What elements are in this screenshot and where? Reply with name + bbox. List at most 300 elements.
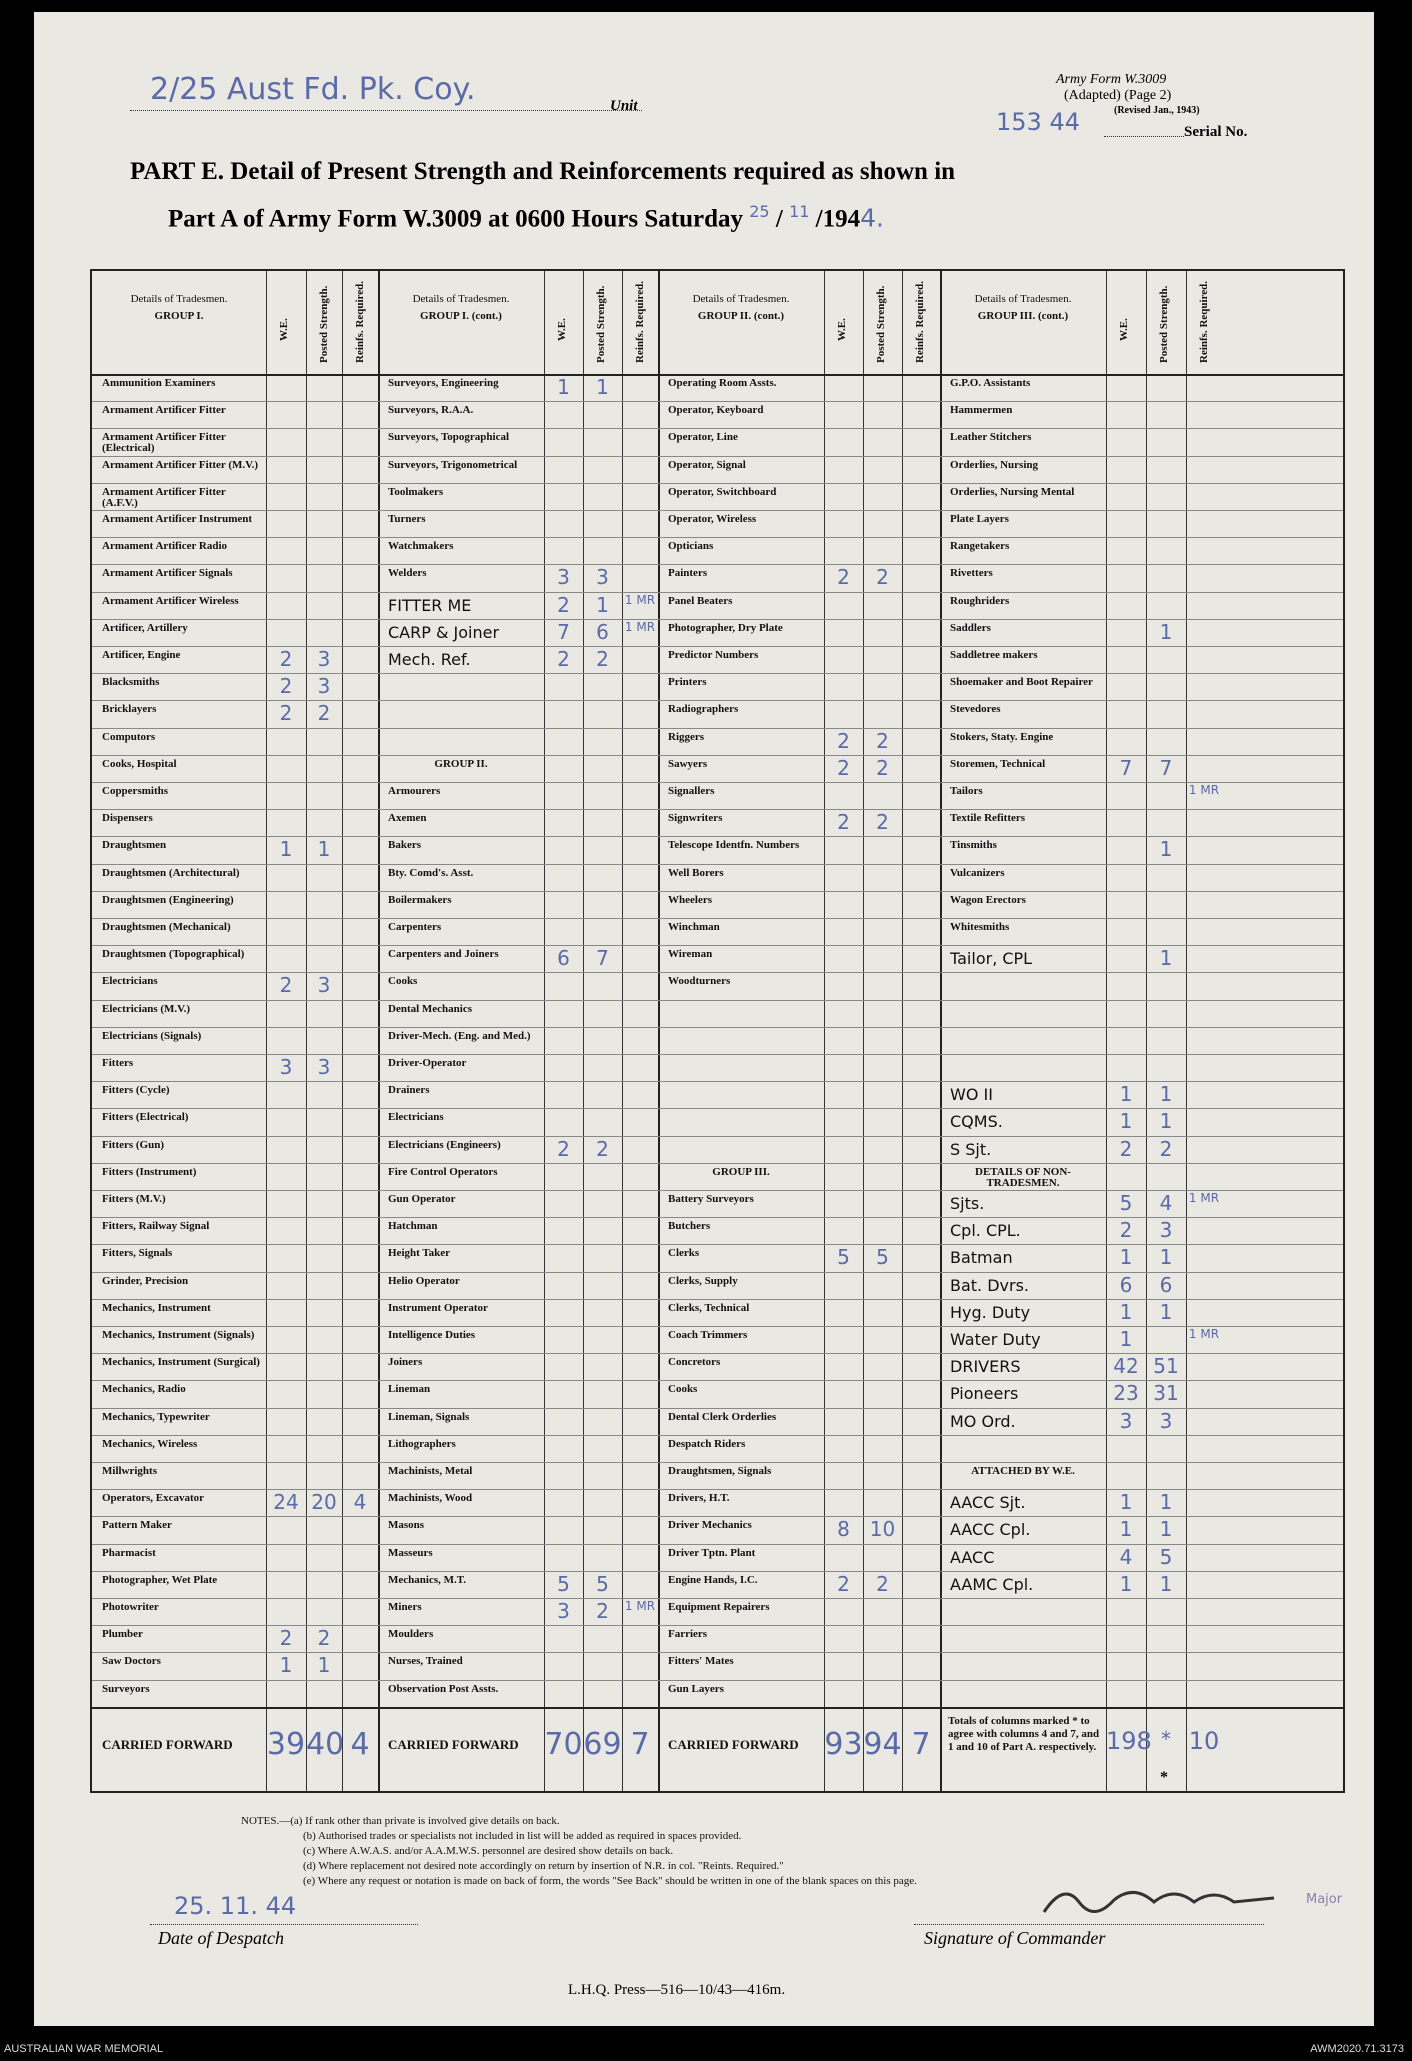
trade-label: Operator, Switchboard: [668, 486, 777, 498]
trade-label: Concretors: [668, 1357, 721, 1369]
header-posted: Posted Strength.: [318, 285, 330, 363]
trade-count: 2: [279, 701, 293, 726]
trade-count: 1 MR: [1188, 783, 1220, 797]
trade-label: Electricians: [388, 1112, 444, 1124]
carried-forward-label: CARRIED FORWARD: [388, 1736, 519, 1752]
header-reinfs: Reinfs. Required.: [354, 281, 366, 363]
title-line2: Part A of Army Form W.3009 at 0600 Hours Saturday $^{25}$ / $^{11}$ /1944.: [168, 202, 884, 233]
trade-label: Tailors: [950, 786, 983, 797]
trade-label: Height Taker: [388, 1248, 451, 1260]
trade-count: 1: [557, 375, 570, 399]
row-divider: [92, 809, 1343, 810]
trade-count: 5: [596, 1571, 609, 1596]
trade-label: Equipment Repairers: [668, 1602, 770, 1613]
group-header: GROUP I. (cont.): [420, 310, 502, 322]
totals-value: 10: [1188, 1726, 1220, 1755]
header-reinfs: Reinfs. Required.: [634, 281, 646, 363]
trade-label: Electricians (M.V.): [102, 1003, 191, 1015]
row-divider: [92, 564, 1343, 565]
trade-label: Draughtsmen (Topographical): [102, 949, 245, 961]
trade-label: Armament Artificer Radio: [102, 541, 228, 553]
trade-count: 2: [596, 1599, 609, 1623]
trade-count: 1: [317, 837, 331, 862]
trade-count: 2: [837, 810, 850, 835]
title-line2-prefix: Part A of Army Form W.3009 at 0600 Hours Saturday: [168, 205, 743, 233]
carried-forward-value: 69: [583, 1726, 622, 1762]
group-divider: [658, 271, 660, 1791]
trade-count: 1: [1159, 619, 1173, 644]
trade-label: Dental Mechanics: [388, 1003, 473, 1015]
trade-count: 4: [353, 1490, 367, 1515]
row-divider: [92, 1435, 1343, 1436]
column-divider: [342, 271, 343, 1791]
form-name: Army Form W.3009: [1056, 72, 1167, 87]
trade-label: Mechanics, Instrument (Signals): [102, 1330, 255, 1341]
trade-count: 1 MR: [624, 1599, 656, 1613]
trade-label: Armament Artificer Instrument: [102, 514, 253, 525]
trade-label: Woodturners: [668, 976, 731, 988]
trade-label: Bricklayers: [102, 704, 157, 716]
header-we: W.E.: [556, 318, 568, 341]
trade-label: Intelligence Duties: [388, 1330, 476, 1341]
note-b: (b) Authorised trades or specialists not included in list will be added as required in spaces provided.: [303, 1830, 742, 1842]
commander-rank: Major: [1306, 1892, 1343, 1907]
trade-count: 1: [1159, 1299, 1173, 1324]
strength-table: [90, 269, 1345, 1793]
trade-label: Wireman: [668, 949, 713, 961]
trade-label: Plate Layers: [950, 514, 1009, 525]
trade-label: FITTER ME: [388, 595, 472, 615]
trade-label: Surveyors, Engineering: [388, 378, 499, 389]
header-reinfs: Reinfs. Required.: [1198, 281, 1210, 363]
trade-label: Armament Artificer Wireless: [102, 595, 239, 607]
trade-label: Operators, Excavator: [102, 1493, 205, 1505]
trade-label: Rangetakers: [950, 541, 1010, 553]
unit-line: [130, 110, 642, 111]
trade-label: Observation Post Assts.: [388, 1683, 499, 1695]
trade-label: Joiners: [388, 1357, 423, 1369]
trade-label: Mechanics, Instrument: [102, 1302, 211, 1314]
trade-count: 42: [1113, 1354, 1139, 1379]
trade-count: 4: [1119, 1544, 1133, 1569]
trade-label: Operator, Signal: [668, 459, 746, 471]
trade-label: Stokers, Staty. Engine: [950, 731, 1054, 743]
trade-label: Lineman: [388, 1384, 431, 1396]
trade-label: Operator, Wireless: [668, 514, 757, 525]
trade-count: 5: [557, 1571, 570, 1596]
trade-label: Fitters (Cycle): [102, 1085, 170, 1097]
row-divider: [92, 510, 1343, 511]
trade-count: 3: [1159, 1408, 1173, 1433]
trade-count: 1: [1119, 1327, 1133, 1351]
trade-count: 1: [596, 592, 609, 617]
notes: [241, 1814, 917, 1889]
trade-count: 2: [876, 755, 889, 780]
year-prefix: /194: [815, 205, 861, 233]
row-divider: [92, 1000, 1343, 1001]
trade-count: 6: [1119, 1272, 1133, 1297]
trade-label: Roughriders: [950, 595, 1010, 607]
trade-label: Dental Clerk Orderlies: [668, 1411, 777, 1423]
trade-label: Clerks, Technical: [668, 1302, 750, 1314]
trade-label: Lineman, Signals: [388, 1411, 470, 1423]
serial-label: Serial No.: [1184, 124, 1248, 140]
carried-forward-label: CARRIED FORWARD: [668, 1736, 799, 1752]
header-posted: Posted Strength.: [875, 285, 887, 363]
group-header: GROUP I.: [154, 310, 204, 322]
row-divider: [92, 864, 1343, 865]
trade-label: AACC Cpl.: [950, 1520, 1031, 1540]
group-header: GROUP II. (cont.): [697, 310, 785, 322]
trade-label: Sjts.: [950, 1194, 985, 1213]
trade-count: 3: [557, 565, 570, 590]
trade-label: Artificer, Engine: [102, 650, 181, 661]
trade-count: 1: [1159, 1571, 1173, 1596]
trade-label: Surveyors, Topographical: [388, 432, 510, 444]
trade-label: Leather Stitchers: [950, 432, 1032, 444]
column-divider: [544, 271, 545, 1791]
trade-label: Driver-Mech. (Eng. and Med.): [388, 1030, 531, 1042]
trade-label: Panel Beaters: [668, 595, 733, 607]
trade-count: 2: [837, 1571, 850, 1596]
trade-label: Orderlies, Nursing: [950, 459, 1038, 471]
trade-label: Millwrights: [102, 1466, 157, 1477]
trade-count: 2: [1159, 1136, 1173, 1161]
trade-label: S Sjt.: [950, 1139, 992, 1159]
trade-label: Surveyors, Trigonometrical: [388, 459, 518, 471]
trade-count: 1: [1119, 1490, 1133, 1515]
trade-count: 3: [317, 973, 331, 998]
row-divider: [92, 1598, 1343, 1599]
trade-label: Despatch Riders: [668, 1438, 746, 1450]
trade-label: Pharmacist: [102, 1547, 156, 1559]
trade-count: 5: [876, 1245, 889, 1270]
trade-label: Saw Doctors: [102, 1656, 161, 1668]
trade-label: Draughtsmen (Engineering): [102, 894, 234, 906]
trade-label: Moulders: [388, 1629, 434, 1641]
trade-label: Operating Room Assts.: [668, 378, 777, 389]
column-divider: [306, 271, 307, 1791]
carried-forward-value: 39: [266, 1726, 306, 1762]
trade-count: 20: [311, 1490, 337, 1515]
column-header-details: [384, 293, 538, 323]
trade-count: 7: [557, 619, 570, 644]
trade-label: Computors: [102, 731, 156, 743]
trade-label: Drivers, H.T.: [668, 1493, 730, 1505]
trade-label: Clerks: [668, 1248, 700, 1260]
trade-count: 1: [279, 837, 293, 862]
trade-label: Blacksmiths: [102, 677, 160, 689]
serial-line: [1104, 136, 1184, 137]
trade-count: 2: [837, 728, 850, 753]
totals-star: *: [1160, 1768, 1168, 1786]
trade-label: Tailor, CPL: [950, 949, 1033, 969]
trade-label: Hatchman: [388, 1221, 438, 1233]
trade-label: Tinsmiths: [950, 840, 997, 852]
trade-label: Fitters (Instrument): [102, 1166, 197, 1178]
date-day: 25: [749, 202, 770, 221]
trade-label: Operator, Line: [668, 432, 738, 444]
trade-label: CQMS.: [950, 1112, 1003, 1132]
trade-count: 2: [837, 755, 850, 780]
trade-label: Fitters (Gun): [102, 1139, 165, 1151]
press-imprint: L.H.Q. Press—516—10/43—416m.: [568, 1982, 786, 1998]
trade-count: 1 MR: [624, 619, 656, 634]
trade-label: Driver-Operator: [388, 1058, 467, 1069]
trade-count: 51: [1153, 1354, 1179, 1379]
trade-count: 1: [1159, 837, 1173, 862]
trade-label: Carpenters: [388, 922, 442, 933]
trade-label: Axemen: [388, 813, 427, 825]
carried-forward-value: 7: [630, 1726, 650, 1762]
trade-label: Gun Layers: [668, 1683, 724, 1695]
trade-label: Surveyors, R.A.A.: [388, 405, 474, 417]
trade-label: Textile Refitters: [950, 813, 1026, 825]
trade-count: 4: [1159, 1191, 1173, 1215]
row-divider: [92, 401, 1343, 402]
trade-label: Clerks, Supply: [668, 1275, 738, 1287]
trade-label: Driver Tptn. Plant: [668, 1547, 756, 1559]
trade-count: 1: [1159, 1517, 1173, 1542]
trade-label: Electricians (Engineers): [388, 1139, 501, 1151]
column-header-details: [98, 293, 260, 323]
trade-count: 2: [317, 1626, 331, 1651]
trade-count: 2: [596, 647, 609, 671]
trade-label: Bty. Comd's. Asst.: [388, 867, 474, 879]
trade-count: 2: [557, 647, 570, 671]
trade-label: Photographer, Wet Plate: [102, 1574, 218, 1586]
trade-count: 6: [557, 946, 570, 971]
trade-count: 2: [557, 1136, 570, 1161]
trade-label: Wagon Erectors: [950, 894, 1026, 906]
row-divider: [92, 537, 1343, 538]
trade-label: Pattern Maker: [102, 1520, 172, 1532]
trade-label: Mechanics, Instrument (Surgical): [102, 1357, 260, 1369]
trade-label: AAMC Cpl.: [950, 1574, 1034, 1594]
carried-forward-value: 94: [863, 1726, 902, 1762]
trade-label: Toolmakers: [388, 486, 444, 498]
trade-label: Rivetters: [950, 568, 993, 580]
trade-label: Artificer, Artillery: [102, 622, 188, 634]
trade-count: 3: [1159, 1218, 1173, 1243]
trade-label: Surveyors: [102, 1683, 150, 1695]
trade-label: Radiographers: [668, 704, 739, 716]
trade-label: AACC Sjt.: [950, 1493, 1026, 1513]
trade-count: 24: [273, 1490, 299, 1515]
trade-count: 1: [1119, 1517, 1133, 1542]
despatch-date-line: [150, 1924, 418, 1925]
row-divider: [92, 1680, 1343, 1681]
trade-count: 1: [1119, 1245, 1133, 1270]
trade-label: Saddlers: [950, 622, 991, 634]
trade-label: Drainers: [388, 1085, 430, 1097]
trade-label: Electricians (Signals): [102, 1030, 202, 1042]
column-header-details: [664, 293, 818, 323]
row-divider: [92, 1462, 1343, 1463]
trade-label: Draughtsmen (Architectural): [102, 867, 240, 879]
trade-label: Mechanics, M.T.: [388, 1574, 467, 1586]
trade-label: Grinder, Precision: [102, 1275, 189, 1287]
trade-label: MO Ord.: [950, 1411, 1016, 1431]
trade-count: 31: [1153, 1381, 1179, 1406]
trade-count: 2: [279, 973, 293, 998]
header-posted: Posted Strength.: [595, 285, 607, 363]
trade-count: 2: [876, 810, 889, 835]
trade-label: Sawyers: [668, 758, 708, 770]
trade-count: 2: [876, 728, 889, 753]
trade-count: 2: [596, 1136, 609, 1161]
trade-count: 5: [1119, 1191, 1133, 1215]
trade-label: Wheelers: [668, 894, 712, 906]
trade-count: 3: [279, 1055, 293, 1079]
trade-label: Fitters' Mates: [668, 1656, 734, 1668]
trade-count: 2: [876, 1571, 889, 1596]
trade-label: Opticians: [668, 541, 714, 553]
trade-label: Machinists, Wood: [388, 1493, 473, 1505]
trade-label: Driver Mechanics: [668, 1520, 752, 1532]
totals-value: 198: [1106, 1726, 1152, 1755]
trade-label: Fitters, Signals: [102, 1248, 173, 1260]
details-header: Details of Tradesmen.: [412, 293, 510, 305]
row-divider: [92, 1163, 1343, 1164]
trade-label: Miners: [388, 1602, 422, 1613]
trade-label: Armourers: [388, 786, 441, 797]
signature-label: Signature of Commander: [924, 1928, 1106, 1948]
trade-label: Cooks: [668, 1384, 698, 1396]
trade-count: 3: [1119, 1408, 1133, 1433]
trade-count: 6: [596, 619, 609, 644]
trade-count: 1: [1159, 1245, 1173, 1270]
trade-label: Ammunition Examiners: [102, 378, 216, 389]
serial-handwritten: 153 44: [996, 108, 1080, 136]
trade-label: Storemen, Technical: [950, 758, 1046, 770]
trade-count: 2: [279, 674, 293, 699]
trade-label: DRIVERS: [950, 1357, 1021, 1377]
carried-forward-label: CARRIED FORWARD: [102, 1736, 233, 1752]
trade-label: Fitters (M.V.): [102, 1194, 166, 1205]
trade-label: Mechanics, Radio: [102, 1384, 186, 1396]
trade-label: Photographer, Dry Plate: [668, 622, 783, 634]
trade-count: 1: [279, 1653, 293, 1678]
trade-label: Cooks: [388, 976, 418, 988]
trade-label: Engine Hands, I.C.: [668, 1574, 758, 1586]
trade-count: 1: [1159, 1109, 1173, 1134]
carried-forward-divider: [92, 1707, 1343, 1709]
trade-label: Battery Surveyors: [668, 1194, 754, 1205]
trade-label: Machinists, Metal: [388, 1466, 473, 1477]
trade-label: Operator, Keyboard: [668, 405, 764, 417]
trade-label: Stevedores: [950, 704, 1001, 716]
trade-label: Predictor Numbers: [668, 650, 759, 661]
totals-value: *: [1161, 1726, 1171, 1751]
trade-count: 2: [1119, 1218, 1133, 1243]
trade-label: Lithographers: [388, 1438, 456, 1450]
trade-label: Dispensers: [102, 813, 153, 825]
trade-count: 7: [596, 946, 609, 971]
despatch-date-handwritten: 25. 11. 44: [174, 1892, 297, 1920]
header-we: W.E.: [278, 318, 290, 341]
carried-forward-value: 40: [306, 1726, 345, 1762]
header-reinfs: Reinfs. Required.: [914, 281, 926, 363]
row-divider: [92, 918, 1343, 919]
trade-label: Mechanics, Typewriter: [102, 1411, 210, 1423]
trade-label: Boilermakers: [388, 894, 452, 906]
trade-label: AACC: [950, 1547, 995, 1567]
trade-label: Fire Control Operators: [388, 1166, 498, 1178]
trade-label: Armament Artificer Signals: [102, 568, 233, 580]
trade-label: Cooks, Hospital: [102, 758, 177, 770]
trade-label: Armament Artificer Fitter: [102, 405, 226, 417]
trade-label: Draughtsmen (Mechanical): [102, 922, 231, 933]
row-divider: [92, 483, 1343, 484]
trade-label: Armament Artificer Fitter (M.V.): [102, 459, 259, 471]
trade-count: 1 MR: [1188, 1191, 1220, 1205]
trade-label: Masseurs: [388, 1547, 433, 1559]
trade-label: Painters: [668, 568, 708, 580]
trade-label: Mech. Ref.: [388, 650, 471, 669]
trade-label: Water Duty: [950, 1330, 1041, 1349]
title-line1: PART E. Detail of Present Strength and Reinforcements required as shown in: [130, 158, 956, 185]
trade-label: Gun Operator: [388, 1194, 456, 1205]
trade-label: Orderlies, Nursing Mental: [950, 486, 1075, 498]
trade-count: 3: [557, 1599, 570, 1623]
unit-handwritten: 2/25 Aust Fd. Pk. Coy.: [150, 72, 476, 107]
carried-forward-value: 7: [911, 1726, 931, 1762]
trade-label: Photowriter: [102, 1602, 159, 1613]
trade-count: 3: [317, 674, 331, 699]
column-divider: [863, 271, 864, 1791]
note-d: (d) Where replacement not desired note accordingly on return by insertion of N.R. in col. "Reints. Required.": [303, 1860, 784, 1872]
row-divider: [92, 891, 1343, 892]
trade-count: 5: [837, 1245, 850, 1270]
trade-label: WO II: [950, 1085, 993, 1105]
trade-label: Coach Trimmers: [668, 1330, 748, 1341]
column-divider: [1186, 271, 1187, 1791]
despatch-date-label: Date of Despatch: [158, 1928, 284, 1948]
row-divider: [92, 782, 1343, 783]
trade-count: 1: [1159, 946, 1173, 971]
trade-count: 23: [1113, 1381, 1139, 1406]
trade-label: Welders: [388, 568, 427, 580]
trade-count: 1: [1119, 1109, 1133, 1134]
trade-label: Fitters (Electrical): [102, 1112, 189, 1124]
trade-label: DETAILS OF NON-TRADESMEN.: [975, 1166, 1071, 1189]
trade-label: Well Borers: [668, 867, 724, 879]
column-header-details: [946, 293, 1100, 323]
date-month: 11: [789, 202, 810, 221]
trade-label: Coppersmiths: [102, 786, 169, 797]
trade-count: 10: [869, 1517, 896, 1542]
footer-left: AUSTRALIAN WAR MEMORIAL: [4, 2043, 164, 2055]
header-we: W.E.: [1118, 318, 1130, 341]
column-divider: [583, 271, 584, 1791]
trade-count: 1 MR: [1188, 1327, 1220, 1341]
row-divider: [92, 456, 1343, 457]
carried-forward-value: 4: [350, 1726, 370, 1762]
trade-label: Butchers: [668, 1221, 711, 1233]
trade-count: 2: [317, 701, 331, 726]
trade-label: Armament Artificer Fitter (Electrical): [102, 432, 226, 455]
trade-count: 2: [876, 565, 889, 590]
row-divider: [92, 428, 1343, 429]
group-header: GROUP III. (cont.): [977, 310, 1069, 322]
trade-count: 8: [837, 1517, 850, 1542]
trade-count: 1: [1159, 1490, 1173, 1515]
trade-label: Draughtsmen, Signals: [668, 1466, 772, 1477]
details-header: Details of Tradesmen.: [974, 293, 1072, 305]
trade-label: CARP & Joiner: [388, 622, 500, 642]
year-digit: 4.: [860, 203, 884, 233]
